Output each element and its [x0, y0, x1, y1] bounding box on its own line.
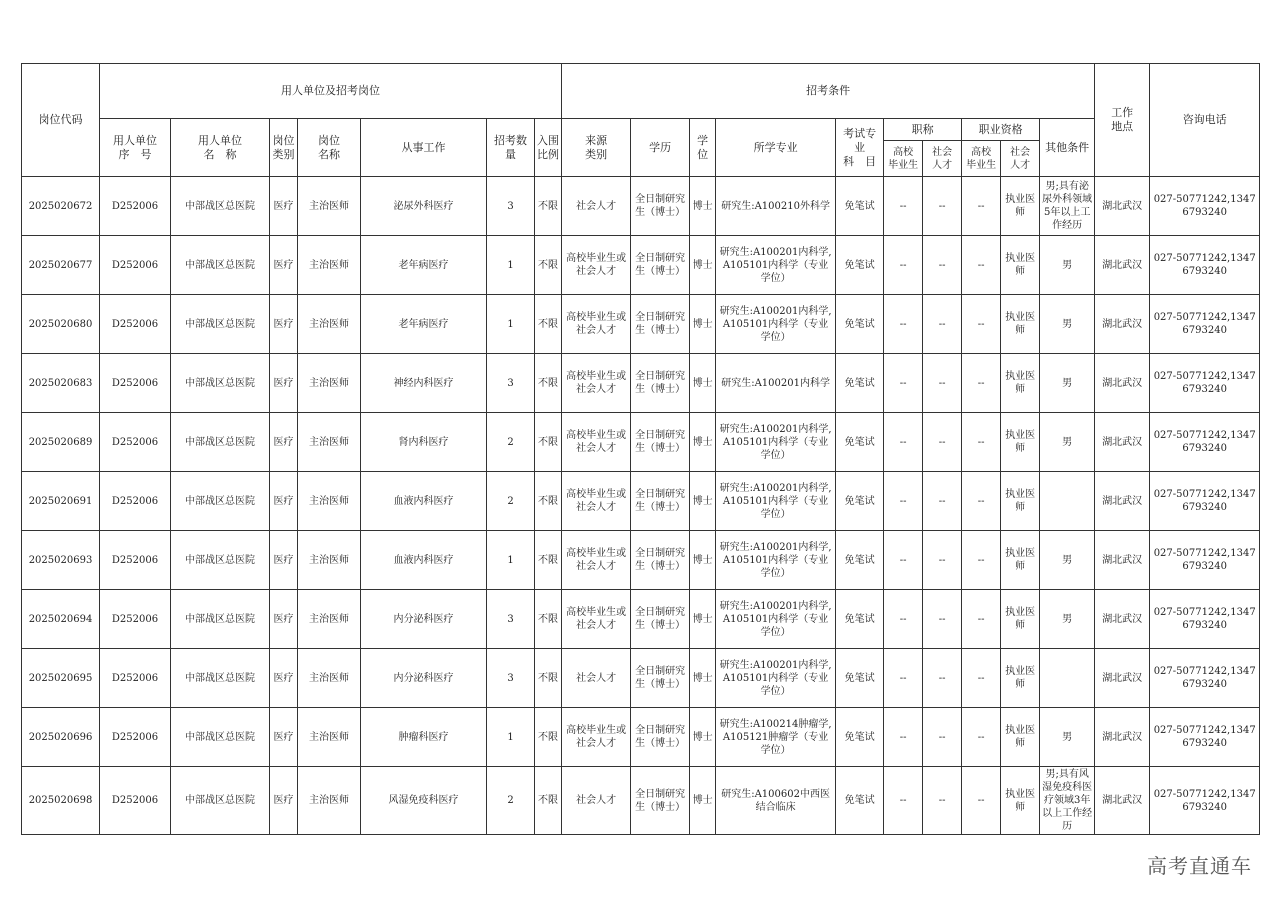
cell-phone: 027-50771242,13476793240 — [1150, 295, 1260, 354]
cell-title-social: -- — [923, 236, 962, 295]
cell-degree: 博士 — [690, 590, 716, 649]
cell-unit-seq: D252006 — [100, 177, 171, 236]
cell-source: 高校毕业生或社会人才 — [562, 590, 631, 649]
cell-phone: 027-50771242,13476793240 — [1150, 649, 1260, 708]
cell-ratio: 不限 — [535, 472, 562, 531]
header-post-name: 岗位 名称 — [298, 119, 361, 177]
cell-source: 高校毕业生或社会人才 — [562, 295, 631, 354]
table-row — [22, 236, 1260, 295]
header-group-conditions: 招考条件 — [562, 64, 1095, 119]
cell-post-name: 主治医师 — [298, 767, 361, 835]
cell-phone: 027-50771242,13476793240 — [1150, 708, 1260, 767]
cell-exam: 免笔试 — [836, 177, 884, 236]
cell-qual-graduate: -- — [962, 413, 1001, 472]
cell-qual-graduate: -- — [962, 590, 1001, 649]
cell-unit-name: 中部战区总医院 — [171, 767, 270, 835]
cell-code: 2025020693 — [22, 531, 100, 590]
cell-qual-graduate: -- — [962, 767, 1001, 835]
cell-title-graduate: -- — [884, 590, 923, 649]
cell-unit-seq: D252006 — [100, 472, 171, 531]
cell-post-type: 医疗 — [270, 472, 298, 531]
cell-degree: 博士 — [690, 413, 716, 472]
cell-unit-seq: D252006 — [100, 236, 171, 295]
cell-code: 2025020677 — [22, 236, 100, 295]
cell-ratio: 不限 — [535, 767, 562, 835]
cell-source: 高校毕业生或社会人才 — [562, 354, 631, 413]
table-row — [22, 708, 1260, 767]
cell-work: 内分泌科医疗 — [361, 649, 487, 708]
cell-location: 湖北武汉 — [1095, 236, 1150, 295]
cell-ratio: 不限 — [535, 708, 562, 767]
cell-source: 社会人才 — [562, 177, 631, 236]
header-other: 其他条件 — [1040, 119, 1095, 177]
table-row — [22, 649, 1260, 708]
cell-title-social: -- — [923, 177, 962, 236]
cell-count: 1 — [487, 295, 535, 354]
cell-post-type: 医疗 — [270, 767, 298, 835]
table-row — [22, 472, 1260, 531]
cell-education: 全日制研究生（博士） — [631, 295, 690, 354]
cell-exam: 免笔试 — [836, 236, 884, 295]
cell-phone: 027-50771242,13476793240 — [1150, 354, 1260, 413]
cell-count: 2 — [487, 413, 535, 472]
cell-ratio: 不限 — [535, 354, 562, 413]
cell-qual-graduate: -- — [962, 472, 1001, 531]
table-row — [22, 767, 1260, 835]
cell-title-social: -- — [923, 649, 962, 708]
cell-unit-seq: D252006 — [100, 295, 171, 354]
cell-exam: 免笔试 — [836, 531, 884, 590]
cell-major: 研究生:A100210外科学 — [716, 177, 836, 236]
cell-ratio: 不限 — [535, 295, 562, 354]
cell-education: 全日制研究生（博士） — [631, 472, 690, 531]
cell-unit-seq: D252006 — [100, 413, 171, 472]
header-location: 工作 地点 — [1095, 64, 1150, 177]
cell-degree: 博士 — [690, 295, 716, 354]
cell-source: 高校毕业生或社会人才 — [562, 413, 631, 472]
header-major: 所学专业 — [716, 119, 836, 177]
cell-ratio: 不限 — [535, 177, 562, 236]
cell-unit-name: 中部战区总医院 — [171, 236, 270, 295]
cell-qual-graduate: -- — [962, 236, 1001, 295]
header-source: 来源 类别 — [562, 119, 631, 177]
header-unit-seq: 用人单位 序 号 — [100, 119, 171, 177]
cell-other: 男 — [1040, 708, 1095, 767]
cell-degree: 博士 — [690, 354, 716, 413]
cell-ratio: 不限 — [535, 590, 562, 649]
cell-unit-seq: D252006 — [100, 354, 171, 413]
cell-major: 研究生:A100201内科学 — [716, 354, 836, 413]
cell-major: 研究生:A100602中西医结合临床 — [716, 767, 836, 835]
cell-code: 2025020696 — [22, 708, 100, 767]
cell-unit-name: 中部战区总医院 — [171, 708, 270, 767]
header-group-unit: 用人单位及招考岗位 — [100, 64, 562, 119]
cell-work: 血液内科医疗 — [361, 472, 487, 531]
cell-qual-social: 执业医师 — [1001, 236, 1040, 295]
cell-qual-graduate: -- — [962, 708, 1001, 767]
cell-qual-social: 执业医师 — [1001, 767, 1040, 835]
cell-title-graduate: -- — [884, 708, 923, 767]
cell-source: 社会人才 — [562, 649, 631, 708]
cell-ratio: 不限 — [535, 531, 562, 590]
cell-education: 全日制研究生（博士） — [631, 708, 690, 767]
cell-title-graduate: -- — [884, 354, 923, 413]
cell-other: 男 — [1040, 236, 1095, 295]
cell-post-type: 医疗 — [270, 295, 298, 354]
header-exam: 考试专业 科 目 — [836, 119, 884, 177]
cell-title-social: -- — [923, 590, 962, 649]
cell-post-name: 主治医师 — [298, 649, 361, 708]
cell-phone: 027-50771242,13476793240 — [1150, 590, 1260, 649]
cell-post-name: 主治医师 — [298, 177, 361, 236]
cell-work: 老年病医疗 — [361, 236, 487, 295]
cell-qual-graduate: -- — [962, 531, 1001, 590]
cell-work: 风湿免疫科医疗 — [361, 767, 487, 835]
cell-post-name: 主治医师 — [298, 413, 361, 472]
cell-exam: 免笔试 — [836, 472, 884, 531]
cell-code: 2025020672 — [22, 177, 100, 236]
cell-qual-social: 执业医师 — [1001, 649, 1040, 708]
cell-other: 男 — [1040, 413, 1095, 472]
header-code: 岗位代码 — [22, 64, 100, 177]
cell-phone: 027-50771242,13476793240 — [1150, 472, 1260, 531]
cell-title-social: -- — [923, 708, 962, 767]
header-title-graduate: 高校 毕业生 — [884, 141, 923, 177]
cell-count: 2 — [487, 472, 535, 531]
header-post-type: 岗位 类别 — [270, 119, 298, 177]
cell-title-graduate: -- — [884, 295, 923, 354]
cell-education: 全日制研究生（博士） — [631, 177, 690, 236]
cell-qual-social: 执业医师 — [1001, 295, 1040, 354]
cell-post-type: 医疗 — [270, 236, 298, 295]
cell-education: 全日制研究生（博士） — [631, 590, 690, 649]
table-row — [22, 590, 1260, 649]
cell-education: 全日制研究生（博士） — [631, 354, 690, 413]
cell-title-graduate: -- — [884, 649, 923, 708]
header-title-group: 职称 — [884, 119, 962, 141]
cell-degree: 博士 — [690, 649, 716, 708]
cell-count: 1 — [487, 531, 535, 590]
cell-major: 研究生:A100201内科学,A105101内科学（专业学位） — [716, 590, 836, 649]
cell-post-type: 医疗 — [270, 354, 298, 413]
cell-post-name: 主治医师 — [298, 295, 361, 354]
cell-degree: 博士 — [690, 177, 716, 236]
cell-degree: 博士 — [690, 236, 716, 295]
cell-location: 湖北武汉 — [1095, 413, 1150, 472]
cell-qual-social: 执业医师 — [1001, 177, 1040, 236]
cell-qual-graduate: -- — [962, 295, 1001, 354]
cell-unit-name: 中部战区总医院 — [171, 531, 270, 590]
cell-title-social: -- — [923, 295, 962, 354]
cell-count: 2 — [487, 767, 535, 835]
header-qualification-group: 职业资格 — [962, 119, 1040, 141]
cell-source: 高校毕业生或社会人才 — [562, 531, 631, 590]
header-unit-name: 用人单位 名 称 — [171, 119, 270, 177]
cell-location: 湖北武汉 — [1095, 649, 1150, 708]
cell-unit-seq: D252006 — [100, 590, 171, 649]
cell-count: 1 — [487, 236, 535, 295]
header-phone: 咨询电话 — [1150, 64, 1260, 177]
cell-major: 研究生:A100214肿瘤学,A105121肿瘤学（专业学位） — [716, 708, 836, 767]
cell-post-type: 医疗 — [270, 649, 298, 708]
header-qual-social: 社会 人才 — [1001, 141, 1040, 177]
cell-unit-name: 中部战区总医院 — [171, 354, 270, 413]
cell-other: 男 — [1040, 354, 1095, 413]
cell-major: 研究生:A100201内科学,A105101内科学（专业学位） — [716, 413, 836, 472]
cell-code: 2025020680 — [22, 295, 100, 354]
cell-major: 研究生:A100201内科学,A105101内科学（专业学位） — [716, 531, 836, 590]
header-degree: 学位 — [690, 119, 716, 177]
cell-post-type: 医疗 — [270, 413, 298, 472]
cell-title-social: -- — [923, 354, 962, 413]
cell-ratio: 不限 — [535, 236, 562, 295]
table-row — [22, 531, 1260, 590]
cell-source: 高校毕业生或社会人才 — [562, 236, 631, 295]
cell-other: 男 — [1040, 531, 1095, 590]
table-row — [22, 177, 1260, 236]
cell-degree: 博士 — [690, 767, 716, 835]
cell-location: 湖北武汉 — [1095, 767, 1150, 835]
cell-phone: 027-50771242,13476793240 — [1150, 531, 1260, 590]
cell-education: 全日制研究生（博士） — [631, 531, 690, 590]
cell-title-graduate: -- — [884, 767, 923, 835]
cell-title-graduate: -- — [884, 531, 923, 590]
header-ratio: 入围 比例 — [535, 119, 562, 177]
cell-location: 湖北武汉 — [1095, 472, 1150, 531]
cell-work: 肿瘤科医疗 — [361, 708, 487, 767]
cell-exam: 免笔试 — [836, 708, 884, 767]
cell-other: 男;具有泌尿外科领域5年以上工作经历 — [1040, 177, 1095, 236]
table-row — [22, 295, 1260, 354]
cell-phone: 027-50771242,13476793240 — [1150, 236, 1260, 295]
cell-degree: 博士 — [690, 472, 716, 531]
cell-unit-seq: D252006 — [100, 767, 171, 835]
cell-qual-graduate: -- — [962, 177, 1001, 236]
cell-major: 研究生:A100201内科学,A105101内科学（专业学位） — [716, 649, 836, 708]
cell-source: 社会人才 — [562, 767, 631, 835]
cell-education: 全日制研究生（博士） — [631, 236, 690, 295]
cell-exam: 免笔试 — [836, 649, 884, 708]
cell-qual-social: 执业医师 — [1001, 708, 1040, 767]
header-education: 学历 — [631, 119, 690, 177]
cell-qual-social: 执业医师 — [1001, 354, 1040, 413]
cell-title-graduate: -- — [884, 413, 923, 472]
cell-post-type: 医疗 — [270, 708, 298, 767]
cell-code: 2025020695 — [22, 649, 100, 708]
cell-post-name: 主治医师 — [298, 236, 361, 295]
cell-code: 2025020683 — [22, 354, 100, 413]
cell-qual-social: 执业医师 — [1001, 413, 1040, 472]
cell-education: 全日制研究生（博士） — [631, 649, 690, 708]
cell-unit-name: 中部战区总医院 — [171, 590, 270, 649]
cell-location: 湖北武汉 — [1095, 708, 1150, 767]
cell-location: 湖北武汉 — [1095, 177, 1150, 236]
cell-title-social: -- — [923, 531, 962, 590]
cell-qual-graduate: -- — [962, 354, 1001, 413]
cell-title-social: -- — [923, 472, 962, 531]
cell-ratio: 不限 — [535, 413, 562, 472]
cell-degree: 博士 — [690, 531, 716, 590]
cell-exam: 免笔试 — [836, 590, 884, 649]
cell-work: 老年病医疗 — [361, 295, 487, 354]
cell-post-type: 医疗 — [270, 531, 298, 590]
cell-phone: 027-50771242,13476793240 — [1150, 767, 1260, 835]
cell-code: 2025020689 — [22, 413, 100, 472]
cell-post-type: 医疗 — [270, 590, 298, 649]
cell-other — [1040, 649, 1095, 708]
cell-other — [1040, 472, 1095, 531]
cell-count: 3 — [487, 590, 535, 649]
cell-other: 男;具有风湿免疫科医疗领域3年以上工作经历 — [1040, 767, 1095, 835]
header-count: 招考数量 — [487, 119, 535, 177]
recruitment-table — [21, 63, 1260, 835]
table-row — [22, 354, 1260, 413]
cell-major: 研究生:A100201内科学,A105101内科学（专业学位） — [716, 472, 836, 531]
table-row — [22, 413, 1260, 472]
cell-qual-social: 执业医师 — [1001, 590, 1040, 649]
cell-code: 2025020698 — [22, 767, 100, 835]
cell-work: 内分泌科医疗 — [361, 590, 487, 649]
cell-post-name: 主治医师 — [298, 590, 361, 649]
cell-title-social: -- — [923, 413, 962, 472]
cell-count: 3 — [487, 649, 535, 708]
cell-title-graduate: -- — [884, 177, 923, 236]
cell-count: 3 — [487, 177, 535, 236]
cell-unit-seq: D252006 — [100, 531, 171, 590]
cell-code: 2025020691 — [22, 472, 100, 531]
cell-qual-graduate: -- — [962, 649, 1001, 708]
cell-title-graduate: -- — [884, 472, 923, 531]
cell-qual-social: 执业医师 — [1001, 531, 1040, 590]
cell-unit-name: 中部战区总医院 — [171, 413, 270, 472]
cell-ratio: 不限 — [535, 649, 562, 708]
cell-education: 全日制研究生（博士） — [631, 413, 690, 472]
cell-unit-name: 中部战区总医院 — [171, 649, 270, 708]
cell-work: 血液内科医疗 — [361, 531, 487, 590]
cell-title-social: -- — [923, 767, 962, 835]
cell-work: 泌尿外科医疗 — [361, 177, 487, 236]
cell-location: 湖北武汉 — [1095, 590, 1150, 649]
watermark-text: 高考直通车 — [1147, 854, 1252, 878]
cell-count: 1 — [487, 708, 535, 767]
cell-qual-social: 执业医师 — [1001, 472, 1040, 531]
cell-exam: 免笔试 — [836, 413, 884, 472]
cell-code: 2025020694 — [22, 590, 100, 649]
header-title-social: 社会 人才 — [923, 141, 962, 177]
cell-education: 全日制研究生（博士） — [631, 767, 690, 835]
header-work: 从事工作 — [361, 119, 487, 177]
cell-unit-name: 中部战区总医院 — [171, 472, 270, 531]
header-qual-graduate: 高校 毕业生 — [962, 141, 1001, 177]
cell-major: 研究生:A100201内科学,A105101内科学（专业学位） — [716, 295, 836, 354]
cell-unit-seq: D252006 — [100, 649, 171, 708]
cell-exam: 免笔试 — [836, 354, 884, 413]
cell-source: 高校毕业生或社会人才 — [562, 472, 631, 531]
cell-title-graduate: -- — [884, 236, 923, 295]
cell-other: 男 — [1040, 590, 1095, 649]
cell-unit-name: 中部战区总医院 — [171, 177, 270, 236]
cell-other: 男 — [1040, 295, 1095, 354]
cell-location: 湖北武汉 — [1095, 354, 1150, 413]
cell-major: 研究生:A100201内科学,A105101内科学（专业学位） — [716, 236, 836, 295]
cell-post-name: 主治医师 — [298, 354, 361, 413]
cell-unit-seq: D252006 — [100, 708, 171, 767]
cell-unit-name: 中部战区总医院 — [171, 295, 270, 354]
cell-post-name: 主治医师 — [298, 708, 361, 767]
cell-degree: 博士 — [690, 708, 716, 767]
cell-source: 高校毕业生或社会人才 — [562, 708, 631, 767]
cell-post-name: 主治医师 — [298, 531, 361, 590]
cell-work: 神经内科医疗 — [361, 354, 487, 413]
cell-phone: 027-50771242,13476793240 — [1150, 413, 1260, 472]
cell-exam: 免笔试 — [836, 295, 884, 354]
cell-work: 肾内科医疗 — [361, 413, 487, 472]
cell-location: 湖北武汉 — [1095, 295, 1150, 354]
cell-count: 3 — [487, 354, 535, 413]
cell-location: 湖北武汉 — [1095, 531, 1150, 590]
cell-post-type: 医疗 — [270, 177, 298, 236]
cell-post-name: 主治医师 — [298, 472, 361, 531]
cell-phone: 027-50771242,13476793240 — [1150, 177, 1260, 236]
cell-exam: 免笔试 — [836, 767, 884, 835]
